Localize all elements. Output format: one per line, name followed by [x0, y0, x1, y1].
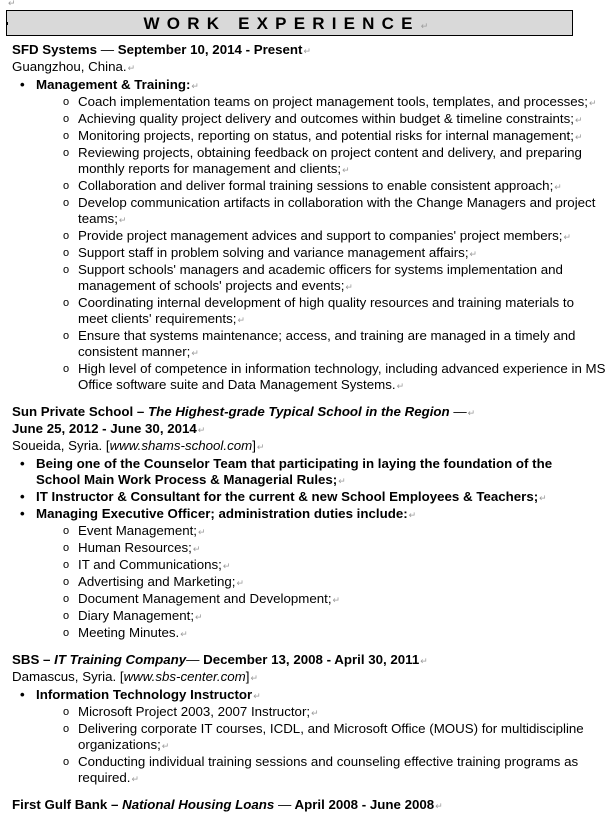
role-list: [12, 77, 606, 394]
bullet-icon: •: [20, 77, 25, 92]
circle-bullet-icon: o: [63, 593, 70, 605]
job-dates: April 2008 - June 2008: [294, 797, 435, 812]
role-item: • Managing Executive Officer; administration duties include:↵ o Event Management;↵ o Human Resources;↵ o IT and Communications;↵ o Advertising and Marketing;↵ o Document Management and Development;↵ o Diary Management;↵ o Meeting Minutes.↵: [12, 506, 596, 642]
circle-bullet-icon: o: [63, 756, 70, 768]
duty-item: o Reviewing projects, obtaining feedback on project content and delivery, and preparing monthly reports for management and clients;↵: [63, 145, 582, 176]
section-header-work-experience: WORK EXPERIENCE↵: [6, 10, 573, 36]
company-name: SBS: [12, 652, 40, 667]
bullet-icon: •: [20, 489, 25, 504]
bullet-icon: •: [20, 456, 25, 471]
duty-item: o Event Management;↵: [63, 523, 206, 538]
job-heading: SFD Systems — September 10, 2014 - Present↵: [12, 42, 312, 57]
duty-item: o IT and Communications;↵: [63, 557, 231, 572]
role-item: • Being one of the Counselor Team that participating in laying the foundation of the School Main Work Process & Managerial Rules;↵: [20, 456, 553, 487]
duty-item: o Provide project management advices and support to companies' project members;↵: [63, 228, 571, 243]
circle-bullet-icon: o: [63, 542, 70, 554]
circle-bullet-icon: o: [63, 610, 70, 622]
circle-bullet-icon: o: [63, 264, 70, 276]
job-location: Soueida, Syria. [www.shams-school.com]↵: [12, 438, 265, 453]
job-location: Guangzhou, China.↵: [12, 59, 136, 74]
duty-item: o Ensure that systems maintenance; access, and training are managed in a timely and consistent manner;↵: [63, 328, 576, 359]
circle-bullet-icon: o: [63, 113, 70, 125]
company-subtitle: National Housing Loans: [122, 797, 275, 812]
circle-bullet-icon: o: [63, 247, 70, 259]
job-dates: June 25, 2012 - June 30, 2014↵: [12, 421, 206, 436]
circle-bullet-icon: o: [63, 96, 70, 108]
duty-item: o Collaboration and deliver formal training sessions to enable consistent approach;↵: [63, 178, 562, 193]
job-dates: September 10, 2014 - Present: [117, 42, 303, 57]
duty-item: o Monitoring projects, reporting on status, and potential risks for internal management;↵: [63, 128, 583, 143]
job-entry: [12, 404, 592, 642]
circle-bullet-icon: o: [63, 147, 70, 159]
job-entry: [12, 652, 592, 787]
anchor-marker: [6, 22, 8, 25]
bullet-icon: •: [20, 506, 25, 521]
job-entry: [12, 797, 592, 814]
circle-bullet-icon: o: [63, 559, 70, 571]
job-heading: SBS – IT Training Company— December 13, 2008 - April 30, 2011↵: [12, 652, 428, 667]
circle-bullet-icon: o: [63, 576, 70, 588]
circle-bullet-icon: o: [63, 180, 70, 192]
duty-item: o Microsoft Project 2003, 2007 Instructor;↵: [63, 704, 319, 719]
duty-item: o Meeting Minutes.↵: [63, 625, 188, 640]
duty-item: o Coordinating internal development of high quality resources and training materials to meet clients' requirements;↵: [63, 295, 574, 326]
duty-item: o Diary Management;↵: [63, 608, 203, 623]
duty-item: o Support schools' managers and academic officers for systems implementation and management of schools' projects and events;↵: [63, 262, 563, 293]
duty-item: o Develop communication artifacts in collaboration with the Change Managers and project teams;↵: [63, 195, 596, 226]
role-list: [12, 456, 592, 642]
duty-item: o Achieving quality project delivery and outcomes within budget & timeline constraints;↵: [63, 111, 583, 126]
duty-item: o Human Resources;↵: [63, 540, 201, 555]
duty-item: o High level of competence in information technology, including advanced experience in MS Office software suite and Data Management Systems.↵: [63, 361, 606, 392]
role-list: [12, 687, 592, 787]
duty-item: o Coach implementation teams on project management tools, templates, and processes;↵: [63, 94, 597, 109]
company-subtitle: The Highest-grade Typical School in the Region: [147, 404, 450, 419]
duty-list: [36, 704, 596, 787]
circle-bullet-icon: o: [63, 525, 70, 537]
work-experience-content: [12, 42, 606, 814]
job-heading: First Gulf Bank – National Housing Loans — April 2008 - June 2008↵: [12, 797, 443, 812]
circle-bullet-icon: o: [63, 363, 70, 375]
duty-item: o Document Management and Development;↵: [63, 591, 341, 606]
company-subtitle: IT Training Company: [54, 652, 187, 667]
duty-item: o Advertising and Marketing;↵: [63, 574, 244, 589]
circle-bullet-icon: o: [63, 627, 70, 639]
job-entry: [12, 42, 606, 394]
duty-item: o Support staff in problem solving and variance management affairs;↵: [63, 245, 478, 260]
company-website: www.shams-school.com: [109, 438, 253, 453]
duty-list: [36, 94, 606, 394]
circle-bullet-icon: o: [63, 297, 70, 309]
circle-bullet-icon: o: [63, 230, 70, 242]
bullet-icon: •: [20, 687, 25, 702]
job-heading: Sun Private School – The Highest-grade Typical School in the Region —↵: [12, 404, 476, 419]
circle-bullet-icon: o: [63, 706, 70, 718]
section-title: WORK EXPERIENCE: [143, 14, 420, 33]
circle-bullet-icon: o: [63, 723, 70, 735]
job-location: Damascus, Syria. [www.sbs-center.com]↵: [12, 669, 258, 684]
company-name: First Gulf Bank: [12, 797, 108, 812]
company-name: SFD Systems: [12, 42, 97, 57]
company-name: Sun Private School: [12, 404, 134, 419]
duty-item: o Conducting individual training sessions and counseling effective training programs as required.↵: [63, 754, 579, 785]
role-item: • Information Technology Instructor↵ o Microsoft Project 2003, 2007 Instructor;↵ o Delivering corporate IT courses, ICDL, and Microsoft Office (MOUS) for multidiscipline organizations;↵ o Conducting individual training sessions and counseling effective training programs as required.↵: [12, 687, 596, 787]
company-website: www.sbs-center.com: [123, 669, 246, 684]
circle-bullet-icon: o: [63, 197, 70, 209]
circle-bullet-icon: o: [63, 130, 70, 142]
role-item: • Management & Training:↵ o Coach implementation teams on project management tools, templates, and processes;↵ o Achieving quality project delivery and outcomes within budget & timeline constraints;↵ o Monitoring projects, reporting on status, and potential risks for internal management;↵ o Reviewing projects, obtaining feedback on project content and delivery, and preparing monthly reports for management and clients;↵ o Collaboration and deliver formal training sessions to enable consistent approach;↵ o Develop communication artifacts in collaboration with the Change Managers and project teams;↵ o Provide project management advices and support to companies' project members;↵ o Support staff in problem solving and variance management affairs;↵ o Support schools' managers and academic officers for systems implementation and management of schools' projects and events;↵ o Coordinating internal development of high quality resources and training materials to meet clients' requirements;↵ o Ensure that systems maintenance; access, and training are managed in a timely and consistent manner;↵ o High level of competence in information technology, including advanced experience in MS Office software suite and Data Management Systems.↵: [20, 77, 606, 392]
duty-item: o Delivering corporate IT courses, ICDL, and Microsoft Office (MOUS) for multidiscipline organizations;↵: [63, 721, 584, 752]
paragraph-mark: ↵: [8, 0, 16, 8]
job-dates: December 13, 2008 - April 30, 2011: [203, 652, 420, 667]
role-item: • IT Instructor & Consultant for the current & new School Employees & Teachers;↵: [20, 489, 547, 504]
duty-list: [36, 523, 596, 642]
circle-bullet-icon: o: [63, 330, 70, 342]
